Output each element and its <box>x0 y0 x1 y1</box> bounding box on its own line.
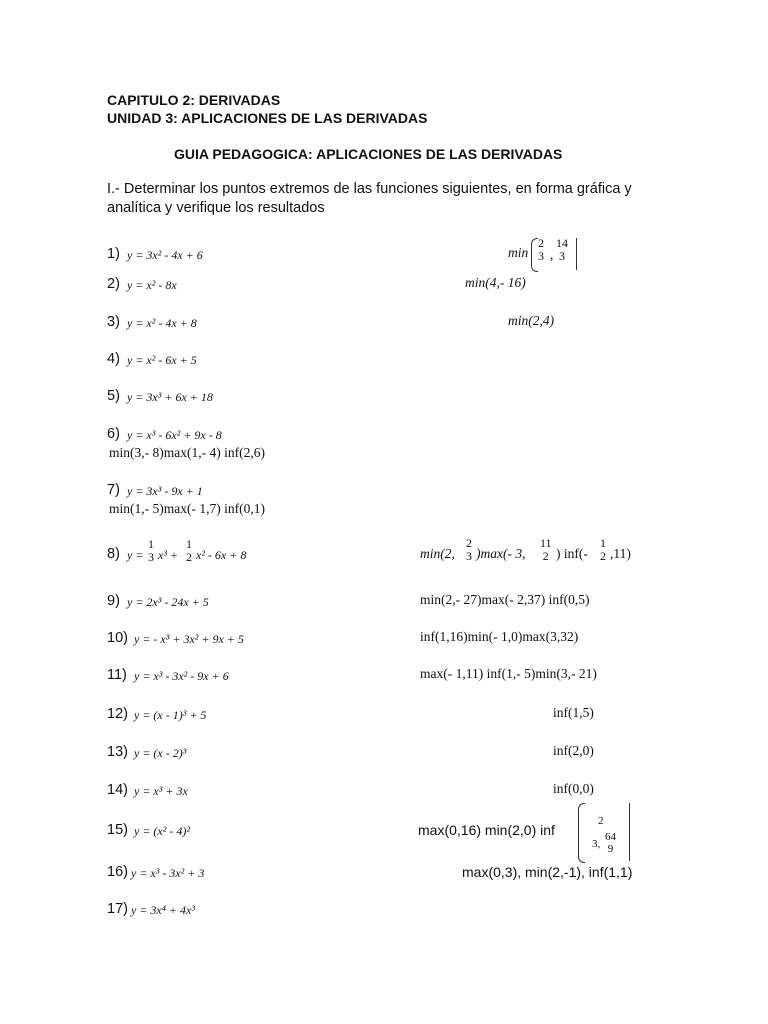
exercise-number: 4) <box>107 351 120 367</box>
exercise-number: 17) <box>107 901 128 917</box>
exercise-equation: y = 2x³ - 24x + 5 <box>127 595 209 609</box>
exercise-number: 1) <box>107 246 120 262</box>
result-text: )max(- 3, <box>476 546 526 561</box>
fraction-denominator: 3 <box>559 249 565 263</box>
fraction-numerator: 64 <box>605 831 616 843</box>
exercise-result: max(- 1,11) inf(1,- 5)min(3,- 21) <box>420 666 597 681</box>
right-bar <box>572 238 577 270</box>
exercise-equation: y = x³ - 3x² + 3 <box>131 866 205 880</box>
exercise-result: max(0,16) min(2,0) inf <box>418 822 555 838</box>
fraction-numerator: 2 <box>538 236 544 250</box>
exercise-result <box>465 275 526 291</box>
exercise-number: 3) <box>107 314 120 330</box>
fraction-numerator: 1 <box>600 536 606 550</box>
result-part: ) inf(- <box>556 546 588 561</box>
exercise-number: 5) <box>107 388 120 404</box>
exercise-result: inf(0,0) <box>553 781 594 796</box>
exercise-equation-part: y = <box>127 548 144 562</box>
fraction-denominator: 3 <box>148 550 154 564</box>
guide-title: GUIA PEDAGOGICA: APLICACIONES DE LAS DERIVADAS <box>174 146 563 162</box>
result-text: min(2,4) <box>508 313 555 328</box>
exercise-equation: y = 3x³ - 9x + 1 <box>127 484 203 498</box>
exercise-result: inf(2,0) <box>553 743 594 758</box>
result-part: ,11) <box>610 546 631 561</box>
instructions-line-2: analítica y verifique los resultados <box>107 200 325 216</box>
equation-fraction <box>186 538 192 564</box>
matrix-mid: 3, <box>592 838 601 850</box>
exercise-result: min(3,- 8)max(1,- 4) inf(2,6) <box>109 445 265 460</box>
exercise-number: 6) <box>107 426 120 442</box>
exercise-equation: y = 3x⁴ + 4x³ <box>131 903 195 917</box>
exercise-result: inf(1,16)min(- 1,0)max(3,32) <box>420 629 579 644</box>
fraction-numerator: 1 <box>186 537 192 551</box>
exercise-number: 16) <box>107 864 128 880</box>
exercise-equation: y = - x³ + 3x² + 9x + 5 <box>134 632 244 646</box>
result-fraction <box>538 237 544 263</box>
exercise-result: min(2,- 27)max(- 2,37) inf(0,5) <box>420 592 590 607</box>
exercise-equation: y = x³ - 6x² + 9x - 8 <box>127 428 222 442</box>
exercise-result <box>508 313 554 329</box>
result-part <box>420 546 455 562</box>
exercise-number: 12) <box>107 706 128 722</box>
exercise-equation: y = 3x² - 4x + 6 <box>127 248 203 262</box>
exercise-equation: y = (x - 1)³ + 5 <box>134 708 207 722</box>
left-paren <box>531 238 538 272</box>
fraction-numerator: 1 <box>148 537 154 551</box>
exercise-equation: y = x² - 4x + 8 <box>127 316 197 330</box>
result-part <box>476 546 525 562</box>
exercise-equation: y = (x² - 4)² <box>134 824 190 838</box>
exercise-number: 14) <box>107 782 128 798</box>
exercise-number: 9) <box>107 593 120 609</box>
exercise-number: 2) <box>107 276 120 292</box>
exercise-equation: y = (x - 2)³ <box>134 746 187 760</box>
equation-fraction <box>148 538 154 564</box>
exercise-equation: y = x³ - 3x² - 9x + 6 <box>134 669 229 683</box>
exercise-number: 11) <box>107 667 127 683</box>
chapter-title: CAPITULO 2: DERIVADAS <box>107 92 281 108</box>
matrix-top: 2 <box>598 815 604 827</box>
matrix-fraction <box>605 831 616 855</box>
exercise-number: 15) <box>107 822 128 838</box>
right-bar <box>624 803 630 861</box>
left-paren <box>578 803 585 863</box>
fraction-denominator: 2 <box>186 550 192 564</box>
fraction-denominator: 9 <box>607 843 614 855</box>
exercise-result: max(0,3), min(2,-1), inf(1,1) <box>462 864 633 880</box>
exercise-number: 13) <box>107 744 128 760</box>
result-fraction <box>466 537 472 563</box>
comma: , <box>550 247 554 262</box>
fraction-denominator: 2 <box>542 549 549 563</box>
fraction-denominator: 3 <box>538 249 544 263</box>
exercise-number: 7) <box>107 482 120 498</box>
result-text: min(2, <box>420 546 455 561</box>
exercise-result: inf(1,5) <box>553 705 594 720</box>
exercise-number: 8) <box>107 546 120 562</box>
unit-title: UNIDAD 3: APLICACIONES DE LAS DERIVADAS <box>107 110 428 126</box>
result-fraction <box>540 537 552 563</box>
exercise-equation: y = x² - 6x + 5 <box>127 353 197 367</box>
exercise-equation-part: x² - 6x + 8 <box>196 548 247 562</box>
exercise-equation: y = 3x³ + 6x + 18 <box>127 390 213 404</box>
fraction-numerator: 2 <box>466 536 472 550</box>
exercise-result: min(1,- 5)max(- 1,7) inf(0,1) <box>109 501 265 516</box>
fraction-numerator: 11 <box>540 536 552 550</box>
instructions-line-1: I.- Determinar los puntos extremos de las funciones siguientes, en forma gráfica y <box>107 181 632 197</box>
exercise-result <box>508 245 528 261</box>
exercise-number: 10) <box>107 630 128 646</box>
result-fraction-2 <box>556 237 568 263</box>
fraction-denominator: 2 <box>600 549 606 563</box>
result-text: min <box>508 245 529 260</box>
exercise-equation-part: x³ + <box>158 548 179 562</box>
fraction-denominator: 3 <box>466 549 472 563</box>
result-fraction <box>600 537 606 563</box>
exercise-equation: y = x² - 8x <box>127 278 177 292</box>
result-text: min(4,- 16) <box>465 275 526 290</box>
exercise-equation: y = x³ + 3x <box>134 784 188 798</box>
fraction-numerator: 14 <box>556 236 568 250</box>
